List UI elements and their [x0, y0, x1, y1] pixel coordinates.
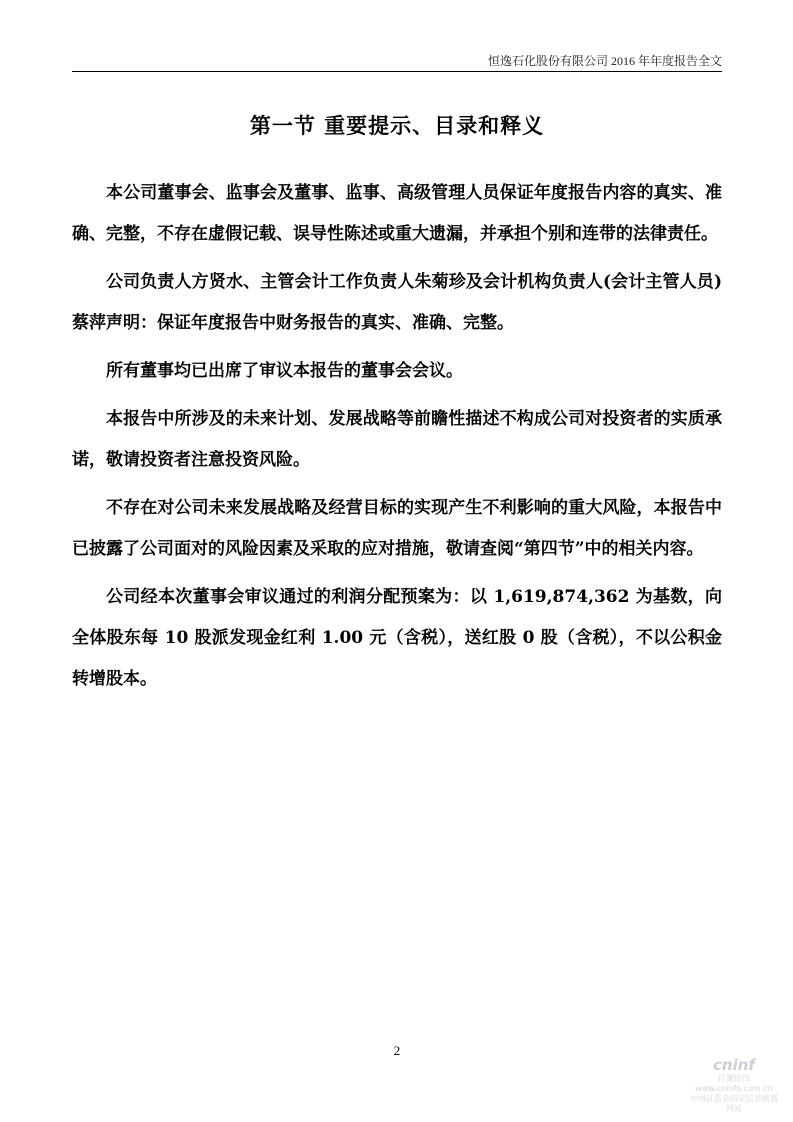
paragraph-dividend-plan: 公司经本次董事会审议通过的利润分配预案为：以 1,619,874,362 为基数，向全体股东每 10 股派发现金红利 1.00 元（含税），送红股 0 股（含税），不以公积金转增股本。 — [72, 587, 722, 689]
paragraph-risk: 不存在对公司未来发展战略及经营目标的实现产生不利影响的重大风险，本报告中已披露了公司面对的风险因素及采取的应对措施，敬请查阅“第四节”中的相关内容。 — [72, 498, 722, 559]
cninfo-org: 中国证监会指定信息披露网站 — [690, 1094, 778, 1113]
notice-body — [72, 173, 722, 707]
cninfo-logo: cninf — [713, 1056, 755, 1074]
paragraph-director-attendance: 所有董事均已出席了审议本报告的董事会会议。 — [106, 361, 463, 381]
paragraph-board-guarantee: 本公司董事会、监事会及董事、监事、高级管理人员保证年度报告内容的真实、准确、完整，不存在虚假记载、误导性陈述或重大遗漏，并承担个别和连带的法律责任。 — [72, 183, 722, 244]
paragraph-forward-looking: 本报告中所涉及的未来计划、发展战略等前瞻性描述不构成公司对投资者的实质承诺，敬请投资者注意投资风险。 — [72, 409, 722, 470]
section-title: 第一节 重要提示、目录和释义 — [249, 113, 545, 138]
cninfo-watermark — [689, 1056, 779, 1114]
header-divider — [72, 71, 722, 72]
page-number: 2 — [393, 1043, 401, 1058]
paragraph-responsible-persons: 公司负责人方贤水、主管会计工作负责人朱菊珍及会计机构负责人(会计主管人员)蔡萍声明：保证年度报告中财务报告的真实、准确、完整。 — [72, 272, 722, 333]
cninfo-brand: 巨潮资讯 — [718, 1074, 750, 1083]
report-header: 恒逸石化股份有限公司 2016 年年度报告全文 — [487, 54, 722, 68]
cninfo-url: www.cninfo.com.cn — [695, 1084, 773, 1093]
